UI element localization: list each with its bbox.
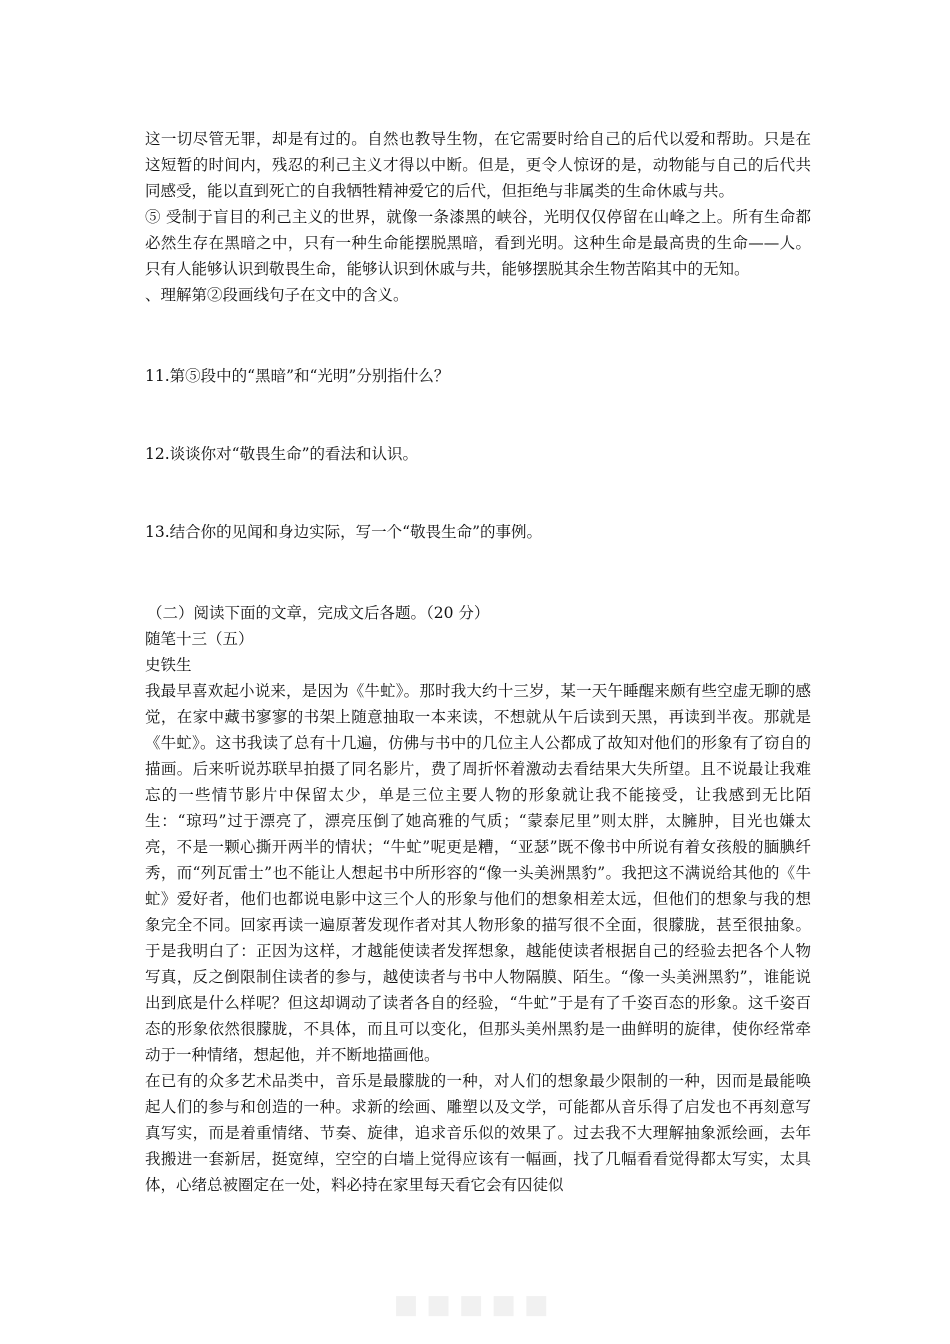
answer-space	[145, 308, 811, 363]
question-13: 13.结合你的见闻和身边实际，写一个“敬畏生命”的事例。	[145, 523, 543, 541]
article-title: 随笔十三（五）	[145, 630, 254, 648]
answer-space	[145, 389, 811, 441]
question-11: 11.第⑤段中的“黑暗”和“光明”分别指什么？	[145, 367, 450, 385]
document-page	[145, 126, 811, 1198]
paragraph-continued: 这一切尽管无罪，却是有过的。自然也教导生物，在它需要时给自己的后代以爱和帮助。只是在这短暂的时间内，残忍的利己主义才得以中断。但是，更令人惊讶的是，动物能与自己的后代共同感受，能以直到死亡的自我牺牲精神爱它的后代，但拒绝与非属类的生命休戚与共。	[145, 130, 811, 200]
article-paragraph-1: 我最早喜欢起小说来，是因为《牛虻》。那时我大约十三岁，某一天午睡醒来颇有些空虚无聊的感觉，在家中藏书寥寥的书架上随意抽取一本来读，不想就从午后读到天黑，再读到半夜。那就是《牛虻》。这书我读了总有十几遍，仿佛与书中的几位主人公都成了故知对他们的形象有了窃自的描画。后来听说苏联早拍摄了同名影片，费了周折怀着激动去看结果大失所望。且不说最让我难忘的一些情节影片中保留太少，单是三位主要人物的形象就让我不能接受，让我感到无比陌生：“琼玛”过于漂亮了，漂亮压倒了她高雅的气质；“蒙泰尼里”则太胖，太臃肿，目光也嫌太亮，不是一颗心撕开两半的情状；“牛虻”呢更是糟，“亚瑟”既不像书中所说有着女孩般的腼腆纤秀，而“列瓦雷士”也不能让人想起书中所形容的“像一头美洲黑豹”。我把这不满说给其他的《牛虻》爱好者，他们也都说电影中这三个人的形象与他们的想象相差太远，但他们的想象与我的想象完全不同。回家再读一遍原著发现作者对其人物形象的描写很不全面，很朦胧，甚至很抽象。于是我明白了：正因为这样，才越能使读者发挥想象，越能使读者根据自己的经验去把各个人物写真，反之倒限制住读者的参与，越使读者与书中人物隔膜、陌生。“像一头美洲黑豹”，谁能说出到底是什么样呢？但这却调动了读者各自的经验，“牛虻”于是有了千姿百态的形象。这千姿百态的形象依然很朦胧，不具体，而且可以变化，但那头美州黑豹是一曲鲜明的旋律，使你经常牵动于一种情绪，想起他，并不断地描画他。	[145, 682, 811, 1064]
section-heading: （二）阅读下面的文章，完成文后各题。（20 分）	[147, 604, 490, 622]
paragraph-5: ⑤ 受制于盲目的利己主义的世界，就像一条漆黑的峡谷，光明仅仅停留在山峰之上。所有生命都必然生存在黑暗之中，只有一种生命能摆脱黑暗，看到光明。这种生命是最高贵的生命——人。只有人能够认识到敬畏生命，能够认识到休戚与共，能够摆脱其余生物苦陷其中的无知。	[145, 208, 811, 278]
question-10: 、理解第②段画线句子在文中的含义。	[145, 286, 409, 304]
answer-space	[145, 467, 811, 519]
question-12: 12.谈谈你对“敬畏生命”的看法和认识。	[145, 445, 418, 463]
watermark: ■■■■■	[393, 1290, 557, 1320]
answer-space	[145, 545, 811, 600]
article-author: 史铁生	[145, 656, 192, 674]
article-paragraph-2: 在已有的众多艺术品类中，音乐是最朦胧的一种，对人们的想象最少限制的一种，因而是最能唤起人们的参与和创造的一种。求新的绘画、雕塑以及文学，可能都从音乐得了启发也不再刻意写真写实，而是着重情绪、节奏、旋律，追求音乐似的效果了。过去我不大理解抽象派绘画，去年我搬进一套新居，挺宽绰，空空的白墙上觉得应该有一幅画，找了几幅看看觉得都太写实，太具体，心绪总被圈定在一处，料必持在家里每天看它会有囚徒似	[145, 1072, 811, 1194]
